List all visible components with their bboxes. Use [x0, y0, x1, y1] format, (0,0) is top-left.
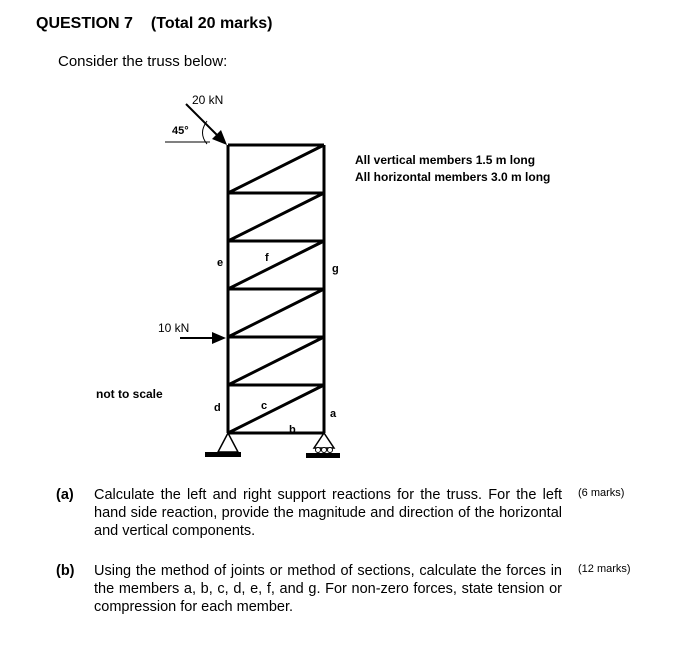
part-b-marks: (12 marks) — [578, 563, 631, 575]
diagonal-member — [228, 385, 324, 433]
part-a-marks: (6 marks) — [578, 487, 625, 499]
member-label-f: f — [265, 252, 269, 264]
horizontal-length-note: All horizontal members 3.0 m long — [355, 170, 551, 184]
member-label-a: a — [330, 408, 337, 420]
intro-text: Consider the truss below: — [58, 53, 228, 70]
roller-support — [306, 433, 340, 458]
part-b-label: (b) — [56, 563, 75, 579]
vertical-length-note: All vertical members 1.5 m long — [355, 153, 536, 167]
truss-members — [228, 145, 324, 433]
scale-note: not to scale — [96, 387, 163, 401]
diagonal-member — [228, 241, 324, 289]
total-marks: (Total 20 marks) — [150, 15, 273, 32]
diagonal-member — [228, 145, 324, 193]
member-label-d: d — [214, 402, 221, 414]
question-number: QUESTION 7 — [36, 15, 133, 32]
part-a — [56, 486, 656, 546]
part-a-label: (a) — [56, 487, 74, 503]
load-side-label: 10 kN — [158, 321, 190, 335]
member-label-c: c — [261, 400, 268, 412]
member-label-e: e — [217, 257, 224, 269]
part-b — [56, 562, 656, 622]
member-label-b: b — [289, 424, 296, 436]
part-b-text: Using the method of joints or method of sections, calculate the forces in the members a, b, c, d, e, f, and g. For non-zero forces, state tension or compression for each member. — [94, 563, 562, 615]
part-a-text: Calculate the left and right support reactions for the truss. For the left hand side reaction, provide the magnitude and direction of the horizontal and vertical components. — [94, 487, 562, 539]
inclined-load-arrow — [186, 104, 227, 145]
diagonal-member — [228, 289, 324, 337]
load-top-label: 20 kN — [192, 93, 224, 107]
pin-support — [205, 433, 241, 457]
diagonal-member — [228, 337, 324, 385]
angle-label: 45° — [172, 125, 189, 137]
diagonal-member — [228, 193, 324, 241]
member-label-g: g — [332, 263, 339, 275]
